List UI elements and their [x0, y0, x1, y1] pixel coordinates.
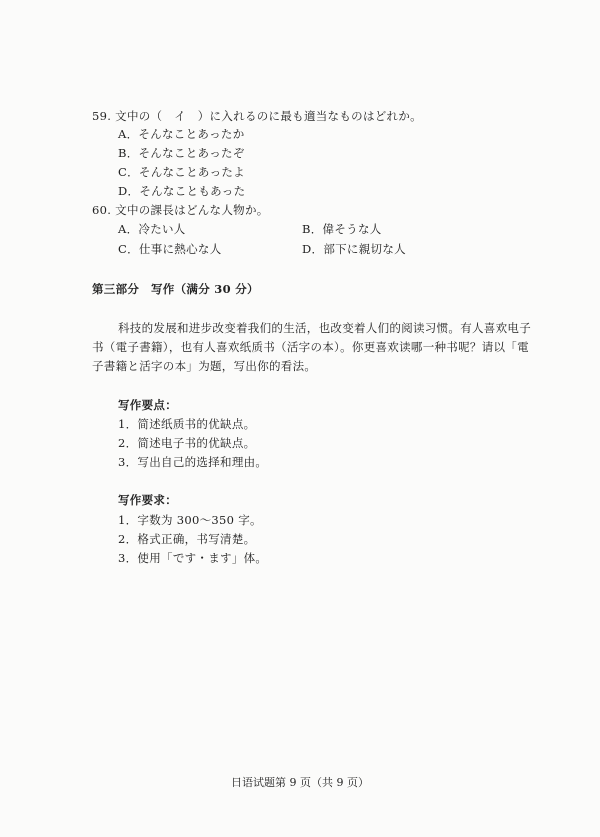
- writing-prompt-line-2: 书（電子書籍），也有人喜欢纸质书（活字の本）。你更喜欢读哪一种书呢？请以「電: [92, 340, 529, 354]
- writing-prompt-line-1: 科技的发展和进步改变着我们的生活，也改变着人们的阅读习惯。有人喜欢电子: [118, 321, 531, 335]
- writing-requirements-heading: 写作要求：: [118, 493, 177, 507]
- writing-requirement-2: 2．格式正确，书写清楚。: [118, 532, 256, 546]
- writing-point-3: 3．写出自己的选择和理由。: [118, 455, 268, 469]
- q59-option-b: B．そんなことあったぞ: [118, 146, 245, 160]
- question-60-stem: 60. 文中の課長はどんな人物か。: [92, 203, 269, 217]
- writing-prompt-line-3: 子書籍と活字の本」为题，写出你的看法。: [92, 359, 317, 373]
- q59-option-c: C．そんなことあったよ: [118, 165, 245, 179]
- writing-point-1: 1．简述纸质书的优缺点。: [118, 417, 256, 431]
- q60-option-a: A．冷たい人: [118, 222, 186, 236]
- section-3-title: 第三部分 写作（满分 30 分）: [92, 282, 259, 296]
- writing-point-2: 2．简述电子书的优缺点。: [118, 436, 256, 450]
- q59-option-d: D．そんなこともあった: [118, 184, 246, 198]
- q60-option-c: C．仕事に熱心な人: [118, 242, 222, 256]
- page-footer: 日语试题第 9 页（共 9 页）: [231, 776, 369, 789]
- writing-points-heading: 写作要点：: [118, 398, 177, 412]
- q59-option-a: A．そんなことあったか: [118, 127, 245, 141]
- q60-option-b: B．偉そうな人: [302, 222, 382, 236]
- writing-requirement-3: 3．使用「です・ます」体。: [118, 551, 268, 565]
- question-59-stem: 59. 文中の（ イ ）に入れるのに最も適当なものはどれか。: [92, 109, 422, 123]
- writing-requirement-1: 1．字数为 300～350 字。: [118, 513, 262, 527]
- q60-option-d: D．部下に親切な人: [302, 242, 406, 256]
